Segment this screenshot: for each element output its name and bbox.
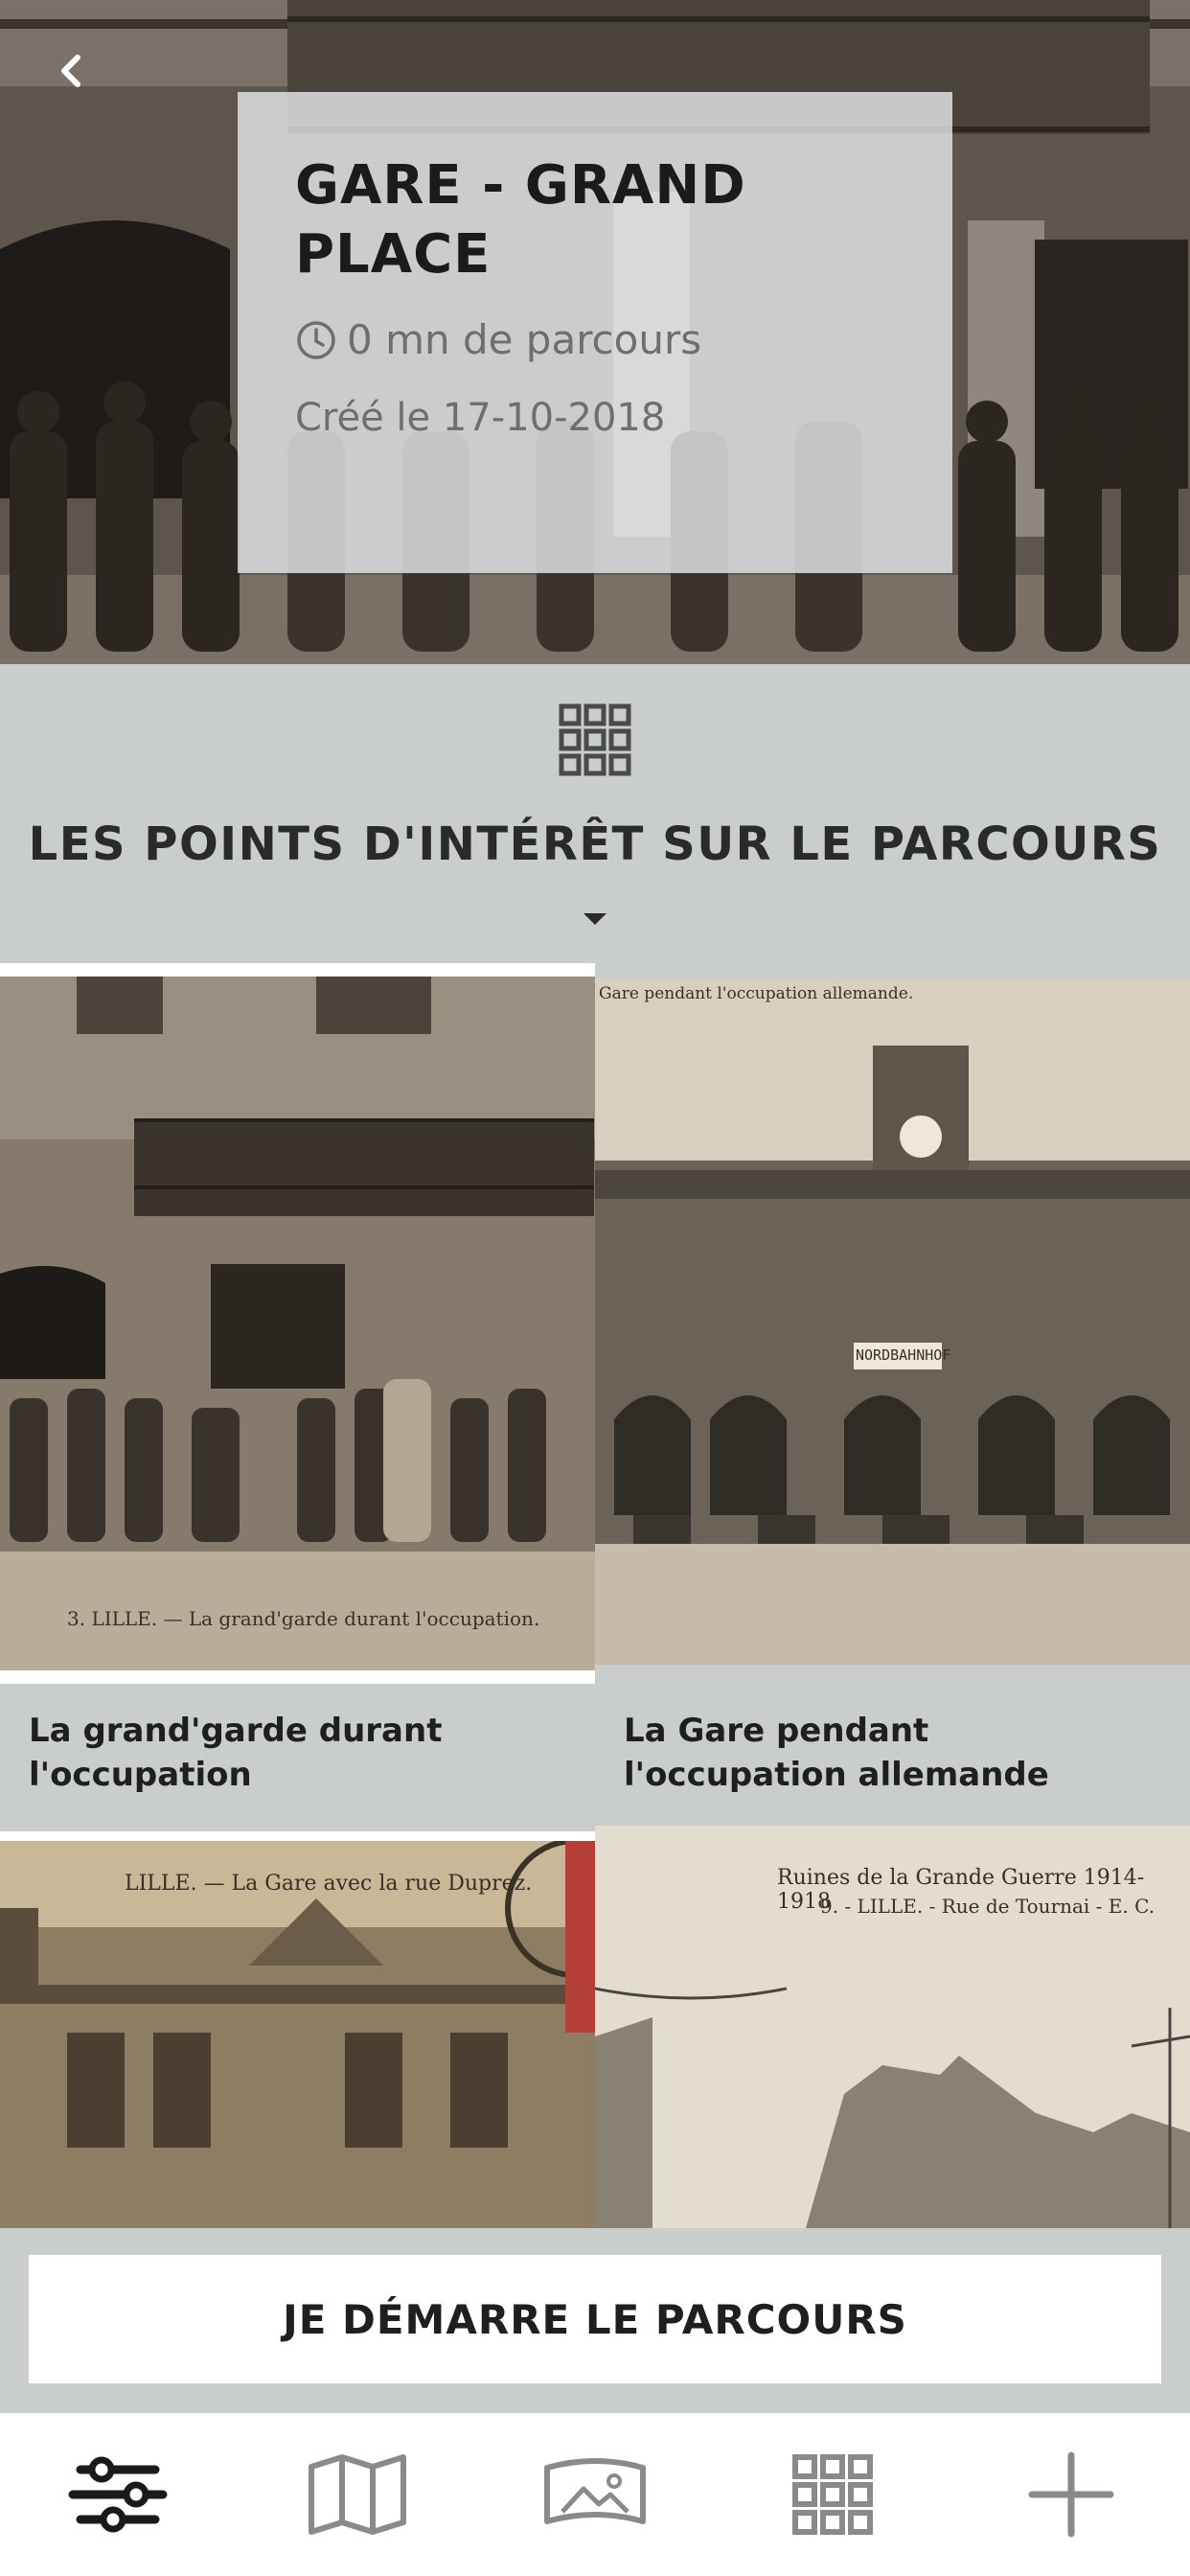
route-duration-text: 0 mn de parcours: [347, 316, 702, 363]
filters-icon: [67, 2456, 171, 2533]
grid-icon: [558, 702, 632, 777]
clock-icon: [295, 319, 337, 361]
grid-icon: [791, 2453, 874, 2536]
poi-image: [595, 978, 1190, 1665]
poi-card[interactable]: [595, 1826, 1190, 2228]
tab-more[interactable]: [985, 2437, 1157, 2552]
start-route-button[interactable]: JE DÉMARRE LE PARCOURS: [29, 2255, 1161, 2383]
poi-image-text: Gare pendant l'occupation allemande.: [599, 984, 914, 1003]
tab-filters[interactable]: [33, 2437, 205, 2552]
tab-panorama[interactable]: [509, 2437, 681, 2552]
poi-image-text: 9. - LILLE. - Rue de Tournai - E. C.: [820, 1895, 1156, 1918]
poi-card[interactable]: [0, 963, 595, 1831]
tab-map[interactable]: [271, 2437, 444, 2552]
poi-card[interactable]: [0, 1831, 595, 2228]
poi-section-header: [0, 664, 1190, 963]
plus-icon: [1028, 2451, 1114, 2538]
poi-image-text: Ruines de la Grande Guerre 1914-1918: [777, 1866, 1145, 1914]
poi-sign-text: NORDBAHNHOF: [856, 1346, 951, 1364]
poi-image: [0, 977, 595, 1670]
cta-bar: [0, 2228, 1190, 2413]
route-duration: [295, 316, 895, 363]
poi-section-title: LES POINTS D'INTÉRÊT SUR LE PARCOURS: [28, 817, 1162, 871]
chevron-left-icon: [57, 54, 85, 88]
poi-caption: La grand'garde durant l'occupation: [29, 1712, 443, 1794]
poi-card[interactable]: [595, 963, 1190, 1831]
tab-grid[interactable]: [746, 2437, 919, 2552]
poi-image: [0, 1841, 595, 2228]
panorama-icon: [543, 2458, 647, 2531]
route-title: GARE - GRAND PLACE: [295, 154, 746, 286]
back-button[interactable]: [42, 42, 100, 100]
poi-caption: La Gare pendant l'occupation allemande: [624, 1712, 1049, 1794]
map-icon: [308, 2453, 407, 2536]
caret-down-icon: [584, 913, 606, 925]
bottom-tab-bar: [0, 2413, 1190, 2576]
route-created-date: Créé le 17-10-2018: [295, 396, 666, 440]
poi-image-text: 3. LILLE. — La grand'garde durant l'occupation.: [67, 1607, 540, 1630]
poi-image-text: LILLE. — La Gare avec la rue Duprez.: [125, 1872, 533, 1896]
route-info-card: [238, 92, 952, 573]
hero-photo: [0, 0, 1190, 664]
